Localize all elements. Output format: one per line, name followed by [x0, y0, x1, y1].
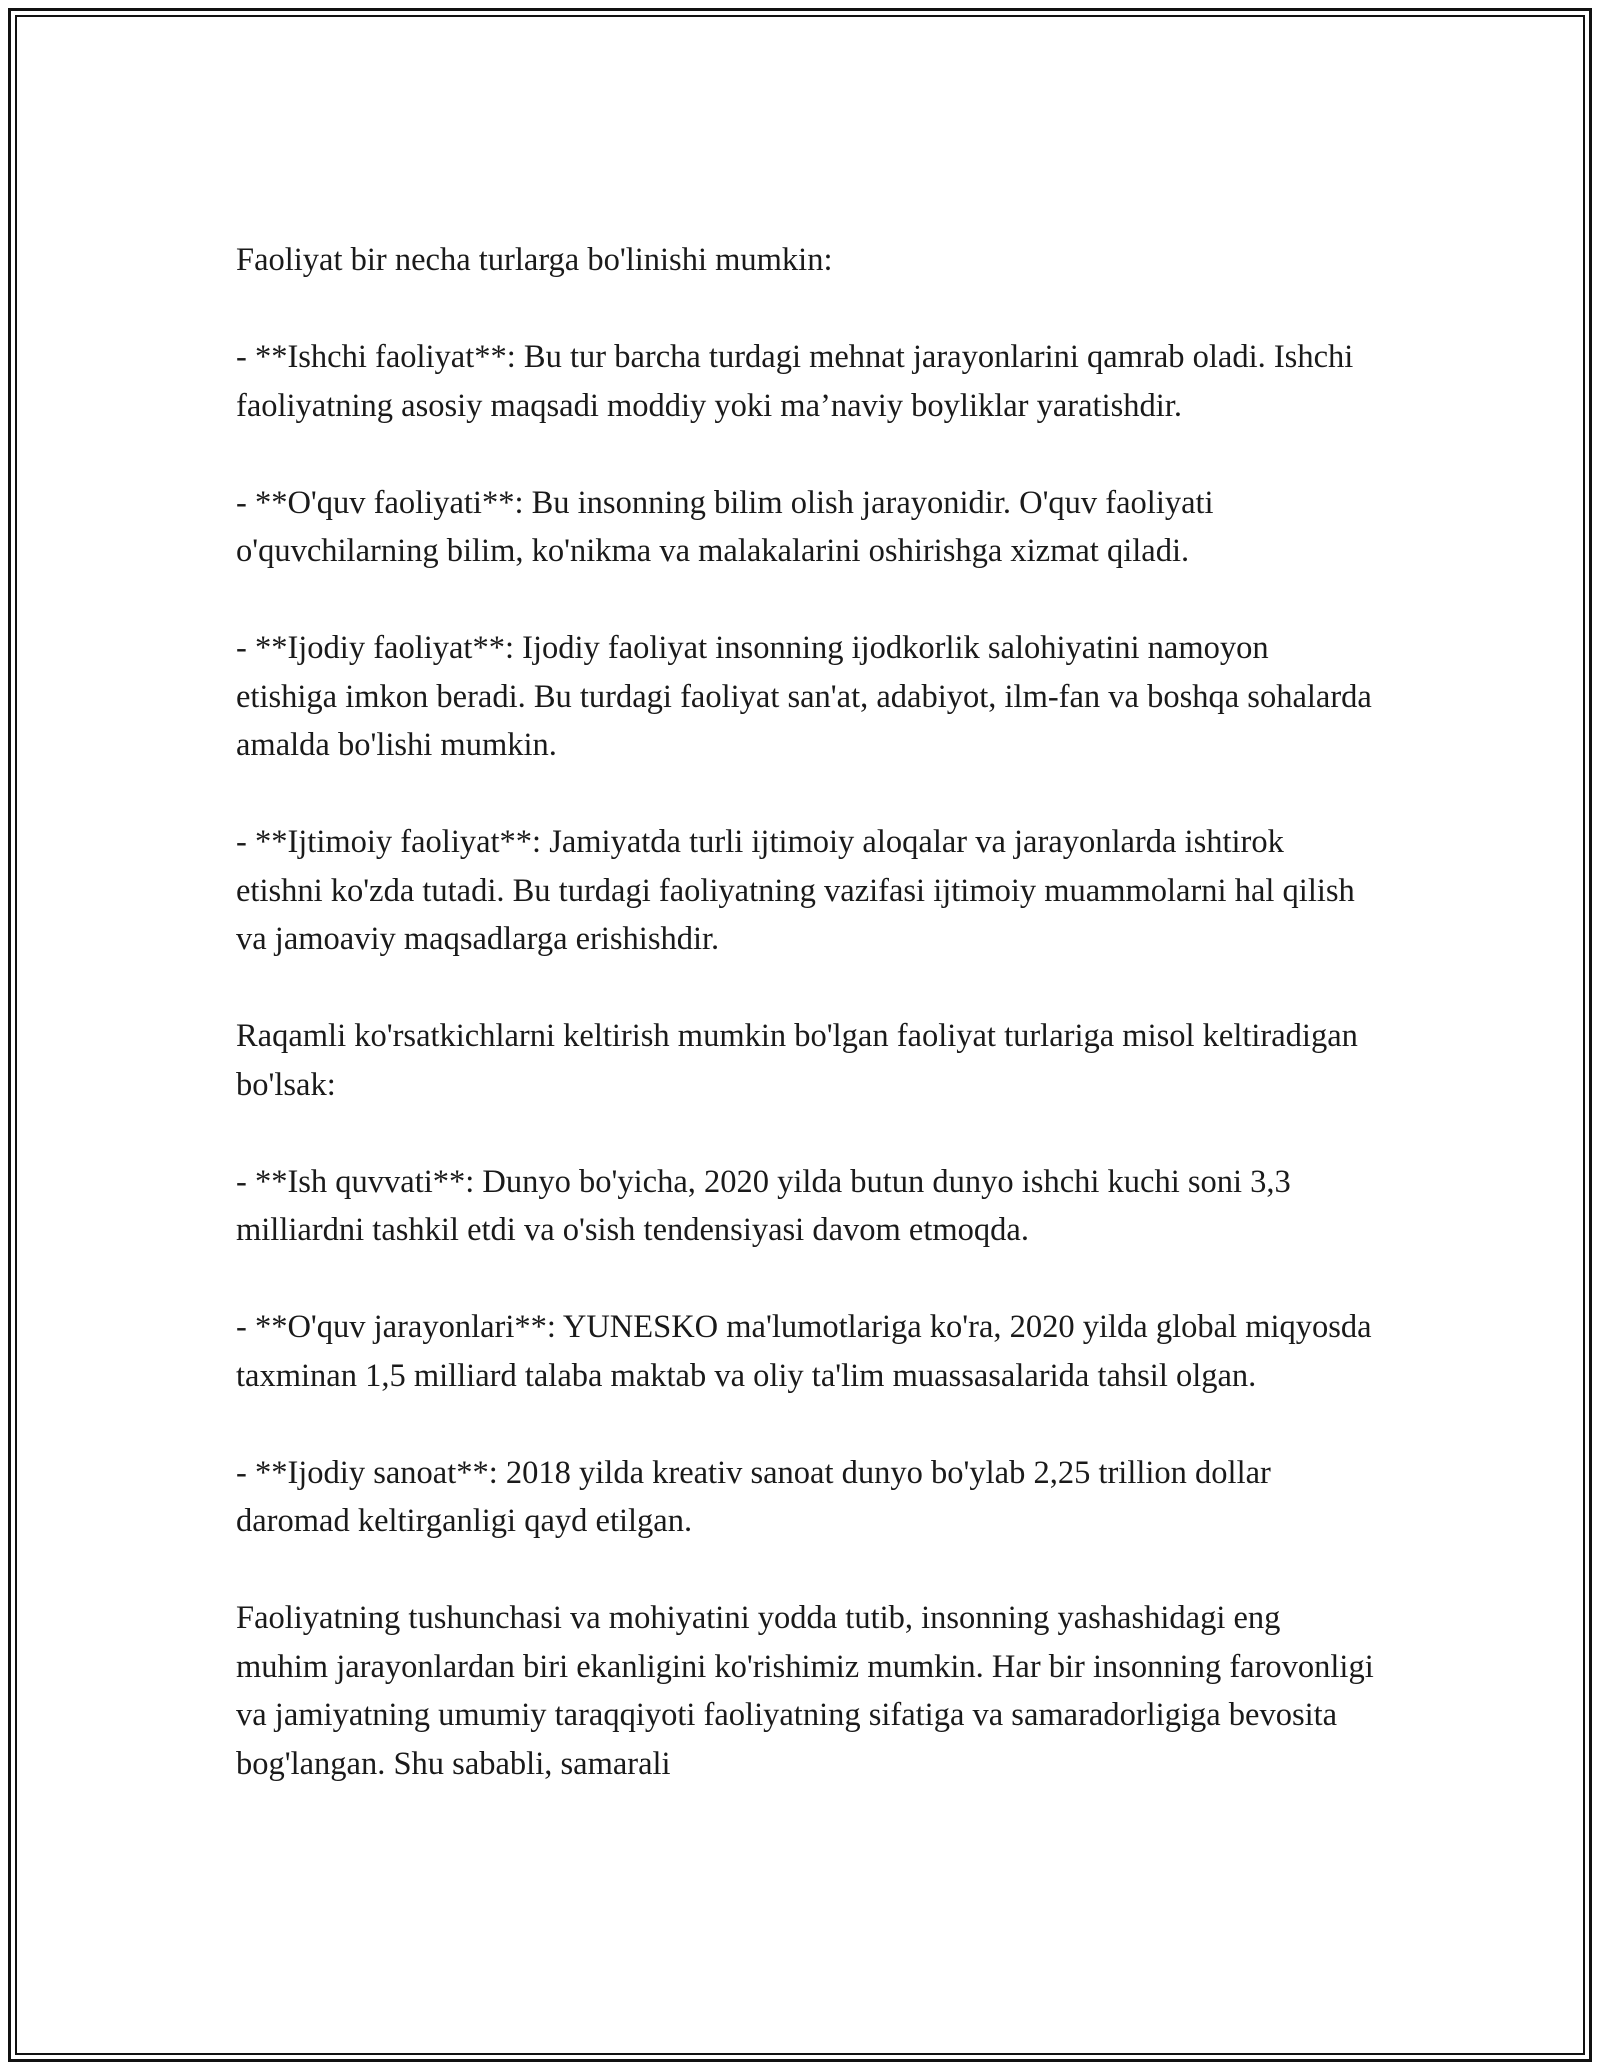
paragraph-ijodiy-faoliyat: - **Ijodiy faoliyat**: Ijodiy faoliyat insonning ijodkorlik salohiyatini namoyon etishiga imkon beradi. Bu turdagi faoliyat san'at, adabiyot, ilm-fan va boshqa sohalarda amalda bo'lishi mumkin.	[236, 630, 1372, 763]
paragraph-ijodiy-sanoat: - **Ijodiy sanoat**: 2018 yilda kreativ sanoat dunyo bo'ylab 2,25 trillion dollar daromad keltirganligi qayd etilgan.	[236, 1454, 1271, 1539]
paragraph-oquv-faoliyati: - **O'quv faoliyati**: Bu insonning bilim olish jarayonidir. O'quv faoliyati o'quvchilarning bilim, ko'nikma va malakalarini oshirishga xizmat qiladi.	[236, 484, 1214, 569]
paragraph-conclusion: Faoliyatning tushunchasi va mohiyatini yodda tutib, insonning yashashidagi eng muhim jarayonlardan biri ekanligini ko'rishimiz mumkin. Har bir insonning farovonligi va jamiyatning umumiy taraqqiyoti faoliyatning sifatiga va samaradorligiga bevosita bog'langan. Shu sababli, samarali	[236, 1600, 1374, 1782]
paragraph-oquv-jarayonlari: - **O'quv jarayonlari**: YUNESKO ma'lumotlariga ko'ra, 2020 yilda global miqyosda taxminan 1,5 milliard talaba maktab va oliy ta'lim muassasalarida tahsil olgan.	[236, 1309, 1372, 1394]
paragraph-intro: Faoliyat bir necha turlarga bo'linishi mumkin:	[236, 242, 833, 278]
paragraph-ishchi-faoliyat: - **Ishchi faoliyat**: Bu tur barcha turdagi mehnat jarayonlarini qamrab oladi. Ishchi faoliyatning asosiy maqsadi moddiy yoki ma’naviy boyliklar yaratishdir.	[236, 339, 1354, 424]
paragraph-raqamli-intro: Raqamli ko'rsatkichlarni keltirish mumkin bo'lgan faoliyat turlariga misol keltiradigan bo'lsak:	[236, 1018, 1358, 1103]
paragraph-ijtimoiy-faoliyat: - **Ijtimoiy faoliyat**: Jamiyatda turli ijtimoiy aloqalar va jarayonlarda ishtirok etishni ko'zda tutadi. Bu turdagi faoliyatning vazifasi ijtimoiy muammolarni hal qilish va jamoaviy maqsadlarga erishishdir.	[236, 824, 1355, 957]
document-body	[236, 236, 1376, 1788]
paragraph-ish-quvvati: - **Ish quvvati**: Dunyo bo'yicha, 2020 yilda butun dunyo ishchi kuchi soni 3,3 milliardni tashkil etdi va o'sish tendensiyasi davom etmoqda.	[236, 1163, 1291, 1248]
